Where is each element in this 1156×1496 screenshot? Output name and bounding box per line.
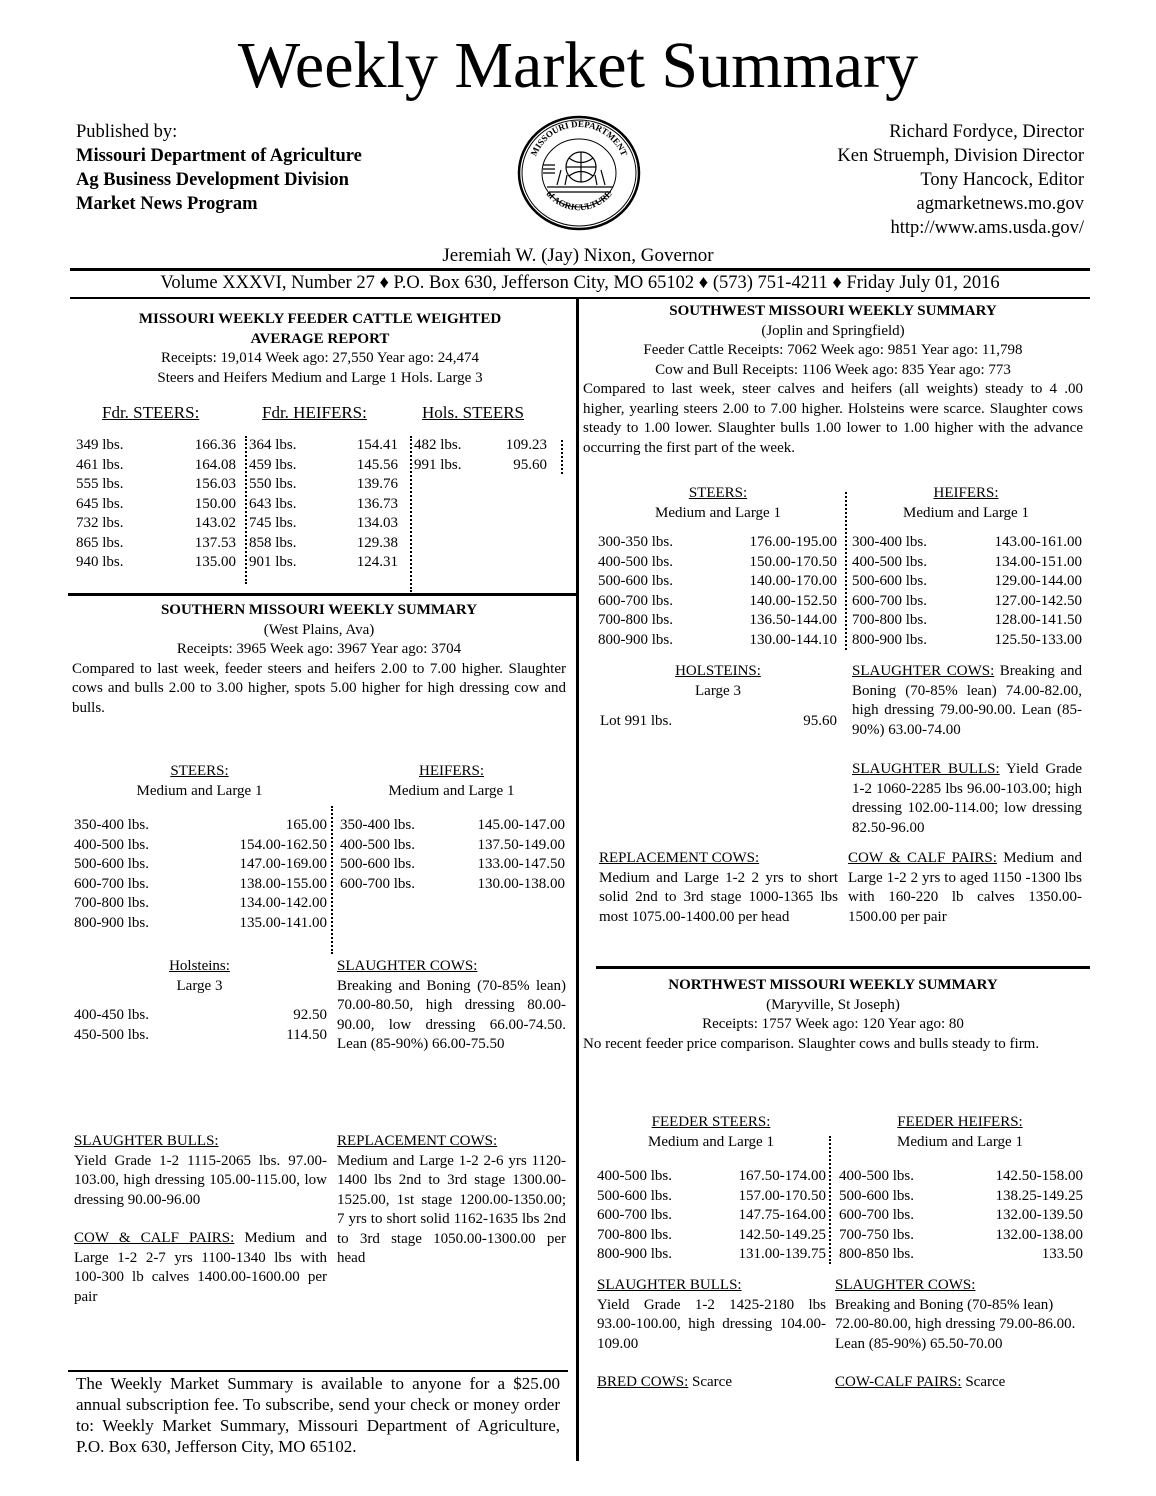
- replacement-cows-label: REPLACEMENT COWS:: [599, 850, 760, 866]
- grade-label: Medium and Large 1: [897, 1133, 1023, 1150]
- northwest-slaughter-cows: [835, 1276, 1083, 1354]
- receipts-line: Receipts: 3965 Week ago: 3967 Year ago: 3704: [176, 641, 462, 657]
- list-item: 461 lbs. 164.08: [76, 456, 236, 473]
- list-item: 400-450 lbs. 92.50: [74, 1007, 327, 1023]
- section-title: NORTHWEST MISSOURI WEEKLY SUMMARY: [668, 977, 998, 993]
- section-title: MISSOURI WEEKLY FEEDER CATTLE WEIGHTED: [138, 311, 502, 327]
- list-item: 991 lbs. 95.60: [414, 456, 547, 473]
- southwest-holsteins-header: [596, 662, 840, 701]
- list-item: 500-600 lbs. 140.00-170.00: [598, 573, 837, 589]
- column-header: Fdr. STEERS:: [102, 403, 200, 422]
- steers-label: STEERS:: [170, 763, 229, 779]
- grade-label: Medium and Large 1: [136, 782, 263, 799]
- bred-cows-label: BRED COWS:: [597, 1374, 689, 1390]
- steers-label: FEEDER STEERS:: [651, 1114, 771, 1130]
- list-item: 600-700 lbs. 130.00-138.00: [340, 875, 565, 892]
- publisher-line: Market News Program: [76, 194, 258, 214]
- staff-line: Ken Struemph, Division Director: [837, 146, 1084, 166]
- southern-cow-calf-pairs: [74, 1229, 327, 1307]
- list-item: 800-900 lbs. 130.00-144.10: [598, 631, 837, 648]
- slaughter-bulls-label: SLAUGHTER BULLS:: [852, 761, 1000, 777]
- replacement-cows-label: REPLACEMENT COWS:: [337, 1133, 498, 1149]
- list-item: 400-500 lbs. 137.50-149.00: [340, 836, 565, 853]
- grade-label: Medium and Large 1: [648, 1133, 774, 1150]
- governor-line: Jeremiah W. (Jay) Nixon, Governor: [442, 245, 714, 266]
- slaughter-cows-label: SLAUGHTER COWS:: [852, 663, 995, 679]
- slaughter-bulls-label: SLAUGHTER BULLS:: [74, 1133, 219, 1149]
- southwest-holsteins-lot: [600, 712, 837, 732]
- list-item: 349 lbs. 166.36: [76, 437, 236, 453]
- volume-line: Volume XXXVI, Number 27 ♦ P.O. Box 630, Jefferson City, MO 65102 ♦ (573) 751-4211 ♦ Friday July 01, 2016: [160, 273, 1000, 293]
- column-header: Hols. STEERS: [422, 403, 525, 422]
- list-item: 645 lbs. 150.00: [76, 495, 236, 512]
- grade-label: Medium and Large 1: [388, 782, 515, 799]
- list-item: 400-500 lbs. 134.00-151.00: [852, 553, 1082, 570]
- holsteins-label: Holsteins:: [169, 958, 230, 974]
- grade-label: Large 3: [176, 977, 223, 994]
- pairs-label: COW & CALF PAIRS:: [74, 1230, 235, 1246]
- list-item: 500-600 lbs. 138.25-149.25: [839, 1187, 1083, 1204]
- feeder-steers-list: [76, 436, 236, 573]
- list-item: 745 lbs. 134.03: [249, 515, 398, 531]
- list-item: 555 lbs. 156.03: [76, 476, 236, 492]
- list-item: 459 lbs. 145.56: [249, 456, 398, 473]
- list-item: 800-900 lbs. 125.50-133.00: [852, 631, 1082, 648]
- staff-line: Tony Hancock, Editor: [920, 170, 1084, 190]
- list-item: 700-800 lbs. 134.00-142.00: [74, 895, 327, 911]
- feeder-holstein-list: [414, 436, 547, 475]
- southwest-heifers-header: [850, 484, 1082, 523]
- list-item: 300-400 lbs. 143.00-161.00: [852, 534, 1082, 550]
- southwest-replacement-cows: [599, 849, 838, 927]
- list-item: 500-600 lbs. 147.00-169.00: [74, 856, 327, 872]
- slaughter-bulls-label: SLAUGHTER BULLS:: [597, 1277, 742, 1293]
- pairs-label: COW-CALF PAIRS:: [835, 1374, 962, 1390]
- list-item: 700-750 lbs. 132.00-138.00: [839, 1226, 1083, 1243]
- staff-line: Richard Fordyce, Director: [889, 122, 1084, 142]
- department-seal-icon: [517, 115, 641, 231]
- southern-replacement-cows: [337, 1132, 566, 1269]
- slaughter-cows-text: Breaking and Boning (70-85% lean) 70.00-80.50, high dressing 80.00-90.00, low dressing 66.00-74.50. Lean (85-90%) 66.00-75.50: [337, 977, 566, 1052]
- southwest-slaughter-cows: [852, 662, 1082, 740]
- northwest-steers-header: [596, 1113, 826, 1152]
- northwest-heifers-header: [838, 1113, 1082, 1152]
- grade-line: Steers and Heifers Medium and Large 1 Hols. Large 3: [157, 369, 483, 386]
- list-item: 450-500 lbs. 114.50: [74, 1026, 327, 1043]
- lot-weight: Lot 991 lbs.: [600, 713, 673, 729]
- heifers-label: HEIFERS:: [418, 763, 484, 779]
- southwest-steers-list: [598, 533, 837, 650]
- column-separator: [331, 806, 333, 954]
- southwest-cow-calf-pairs: [848, 849, 1082, 927]
- heifers-label: HEIFERS:: [933, 485, 999, 501]
- location-line: (West Plains, Ava): [263, 621, 375, 638]
- receipts-line: Receipts: 19,014 Week ago: 27,550 Year ago: 24,474: [160, 350, 480, 366]
- southern-holsteins-list: [74, 1006, 327, 1045]
- heifers-label: FEEDER HEIFERS:: [897, 1114, 1023, 1130]
- feeder-report-section: [70, 310, 570, 388]
- section-title: SOUTHERN MISSOURI WEEKLY SUMMARY: [160, 602, 478, 618]
- northwest-cow-calf-pairs: [835, 1373, 1083, 1393]
- list-item: 550 lbs. 139.76: [249, 476, 398, 492]
- header-rule-bottom: [70, 297, 1090, 299]
- column-separator: [845, 492, 847, 650]
- list-item: 600-700 lbs. 132.00-139.50: [839, 1207, 1083, 1223]
- northwest-bred-cows: [597, 1373, 826, 1393]
- publisher-line: Ag Business Development Division: [76, 170, 349, 190]
- northwest-steers-list: [597, 1167, 826, 1265]
- market-narrative: Compared to last week, feeder steers and heifers 2.00 to 7.00 higher. Slaughter cows and bulls 2.00 to 3.00 higher, spots 5.00 higher for high dressing cow and bulls.: [72, 660, 566, 716]
- holsteins-label: HOLSTEINS:: [675, 663, 761, 679]
- list-item: 700-800 lbs. 136.50-144.00: [598, 612, 837, 628]
- southern-heifers-header: [337, 762, 566, 801]
- receipts-line: Cow and Bull Receipts: 1106 Week ago: 835 Year ago: 773: [655, 361, 1011, 378]
- list-item: 600-700 lbs. 127.00-142.50: [852, 592, 1082, 609]
- southwest-heifers-list: [852, 533, 1082, 650]
- pairs-text: Scarce: [961, 1374, 1006, 1390]
- northwest-summary-section: [583, 976, 1083, 1054]
- publisher-label: Published by:: [76, 122, 178, 142]
- section-rule: [596, 966, 1090, 969]
- market-narrative: Compared to last week, steer calves and heifers (all weights) steady to 4 .00 higher, yearling steers 2.00 to 7.00 higher. Holsteins were scarce. Slaughter cows steady to 1.00 lower. Slaughter bulls 1.00 lower to 1.00 higher with the advance occurring the first part of the week.: [583, 381, 1083, 456]
- bred-cows-text: Scarce: [688, 1374, 732, 1390]
- list-item: 643 lbs. 136.73: [249, 495, 398, 512]
- southern-steers-header: [72, 762, 327, 801]
- slaughter-cows-label: SLAUGHTER COWS:: [337, 958, 478, 974]
- northwest-heifers-list: [839, 1167, 1083, 1265]
- pairs-text: Medium and Large 1-2 2 yrs to aged 1150 -1300 lbs with 160-220 lb calves 1350.00-1500.00 per pair: [848, 850, 1082, 925]
- list-item: 350-400 lbs. 145.00-147.00: [340, 817, 565, 833]
- list-item: 600-700 lbs. 140.00-152.50: [598, 592, 837, 609]
- southern-heifers-list: [340, 816, 565, 894]
- column-divider: [576, 299, 579, 1461]
- list-item: 364 lbs. 154.41: [249, 437, 398, 453]
- publisher-block: [76, 120, 362, 216]
- pairs-text: Medium and Large 1-2 2-7 yrs 1100-1340 lbs with 100-300 lb calves 1400.00-1600.00 per pair: [74, 1230, 327, 1305]
- list-item: 940 lbs. 135.00: [76, 554, 236, 570]
- slaughter-bulls-text: Yield Grade 1-2 1425-2180 lbs 93.00-100.00, high dressing 104.00-109.00: [597, 1296, 826, 1352]
- list-item: 732 lbs. 143.02: [76, 515, 236, 531]
- list-item: 858 lbs. 129.38: [249, 534, 398, 551]
- website-link[interactable]: agmarketnews.mo.gov: [916, 194, 1084, 214]
- slaughter-bulls-text: Yield Grade 1-2 1060-2285 lbs 96.00-103.00; high dressing 102.00-114.00; low dressing 82.50-96.00: [852, 761, 1082, 836]
- svg-text:MISSOURI DEPARTMENT: MISSOURI DEPARTMENT: [528, 118, 630, 158]
- list-item: 800-900 lbs. 131.00-139.75: [597, 1246, 826, 1262]
- location-line: (Joplin and Springfield): [761, 322, 905, 339]
- list-item: 350-400 lbs. 165.00: [74, 817, 327, 833]
- southern-summary-section: [72, 601, 566, 718]
- lot-price: 95.60: [803, 713, 837, 729]
- list-item: 901 lbs. 124.31: [249, 554, 398, 570]
- list-item: 300-350 lbs. 176.00-195.00: [598, 534, 837, 550]
- grade-label: Medium and Large 1: [655, 504, 781, 521]
- list-item: 865 lbs. 137.53: [76, 534, 236, 551]
- list-item: 800-900 lbs. 135.00-141.00: [74, 914, 327, 931]
- list-item: 600-700 lbs. 147.75-164.00: [597, 1207, 826, 1223]
- subscription-notice: The Weekly Market Summary is available to anyone for a $25.00 annual subscription fee. To subscribe, send your check or money order to: Weekly Market Summary, Missouri Department of Agriculture, P.O. Box 630, Jefferson City, MO 65102.: [76, 1374, 560, 1456]
- section-title: AVERAGE REPORT: [250, 330, 390, 347]
- slaughter-cows-text: Breaking and Boning (70-85% lean) 74.00-82.00, high dressing 79.00-90.00. Lean (85-90%) 63.00-74.00: [852, 663, 1082, 738]
- website-link[interactable]: http://www.ams.usda.gov/: [890, 218, 1084, 238]
- slaughter-bulls-text: Yield Grade 1-2 1115-2065 lbs. 97.00-103.00, high dressing 105.00-115.00, low dressing 90.00-96.00: [74, 1152, 327, 1208]
- grade-label: Medium and Large 1: [903, 504, 1029, 521]
- svg-text:of AGRICULTURE: of AGRICULTURE: [544, 188, 614, 213]
- publisher-line: Missouri Department of Agriculture: [76, 146, 362, 166]
- grade-label: Large 3: [695, 682, 741, 699]
- location-line: (Maryville, St Joseph): [766, 996, 900, 1013]
- column-separator: [245, 436, 247, 584]
- list-item: 482 lbs. 109.23: [414, 437, 547, 453]
- list-item: 800-850 lbs. 133.50: [839, 1246, 1083, 1262]
- section-rule: [68, 593, 576, 596]
- staff-block: [837, 120, 1084, 240]
- replacement-cows-text: Medium and Large 1-2 2-6 yrs 1120-1400 lbs 2nd to 3rd stage 1300.00-1525.00, 1st stage 1200.00-1350.00; 7 yrs to short solid 1162-1635 lbs 2nd to 3rd stage 1050.00-1300.00 per head: [337, 1152, 566, 1266]
- list-item: 500-600 lbs. 129.00-144.00: [852, 573, 1082, 589]
- list-item: 400-500 lbs. 154.00-162.50: [74, 836, 327, 853]
- southern-slaughter-bulls: [74, 1132, 327, 1210]
- slaughter-cows-text: Breaking and Boning (70-85% lean) 72.00-80.00, high dressing 79.00-86.00. Lean (85-90%) 65.50-70.00: [835, 1296, 1076, 1352]
- list-item: 500-600 lbs. 157.00-170.50: [597, 1187, 826, 1204]
- column-separator: [829, 1136, 831, 1264]
- list-item: 700-800 lbs. 142.50-149.25: [597, 1226, 826, 1243]
- column-separator: [561, 440, 563, 474]
- list-item: 400-500 lbs. 150.00-170.50: [598, 553, 837, 570]
- market-narrative: No recent feeder price comparison. Slaughter cows and bulls steady to firm.: [583, 1035, 1040, 1052]
- list-item: 600-700 lbs. 138.00-155.00: [74, 875, 327, 892]
- replacement-cows-text: Medium and Large 1-2 2 yrs to short solid 2nd to 3rd stage 1000-1365 lbs most 1075.00-1400.00 per head: [599, 869, 838, 925]
- southwest-summary-section: [583, 302, 1083, 458]
- pairs-label: COW & CALF PAIRS:: [848, 850, 997, 866]
- list-item: 400-500 lbs. 167.50-174.00: [597, 1168, 826, 1184]
- receipts-line: Receipts: 1757 Week ago: 120 Year ago: 80: [702, 1016, 964, 1032]
- page-title: Weekly Market Summary: [237, 29, 919, 102]
- section-title: SOUTHWEST MISSOURI WEEKLY SUMMARY: [669, 303, 997, 319]
- steers-label: STEERS:: [688, 485, 748, 501]
- column-separator: [410, 436, 412, 592]
- northwest-slaughter-bulls: [597, 1276, 826, 1354]
- receipts-line: Feeder Cattle Receipts: 7062 Week ago: 9851 Year ago: 11,798: [643, 342, 1023, 358]
- list-item: 400-500 lbs. 142.50-158.00: [839, 1168, 1083, 1184]
- feeder-heifers-list: [249, 436, 398, 573]
- slaughter-cows-label: SLAUGHTER COWS:: [835, 1277, 976, 1293]
- southern-slaughter-cows: [337, 957, 566, 1055]
- list-item: 500-600 lbs. 133.00-147.50: [340, 856, 565, 872]
- southwest-slaughter-bulls: [852, 760, 1082, 838]
- list-item: 700-800 lbs. 128.00-141.50: [852, 612, 1082, 628]
- column-header: Fdr. HEIFERS:: [262, 403, 367, 422]
- southern-steers-list: [74, 816, 327, 933]
- southern-holsteins-header: [72, 957, 327, 996]
- subscription-rule: [68, 1370, 568, 1372]
- southwest-steers-header: [596, 484, 840, 523]
